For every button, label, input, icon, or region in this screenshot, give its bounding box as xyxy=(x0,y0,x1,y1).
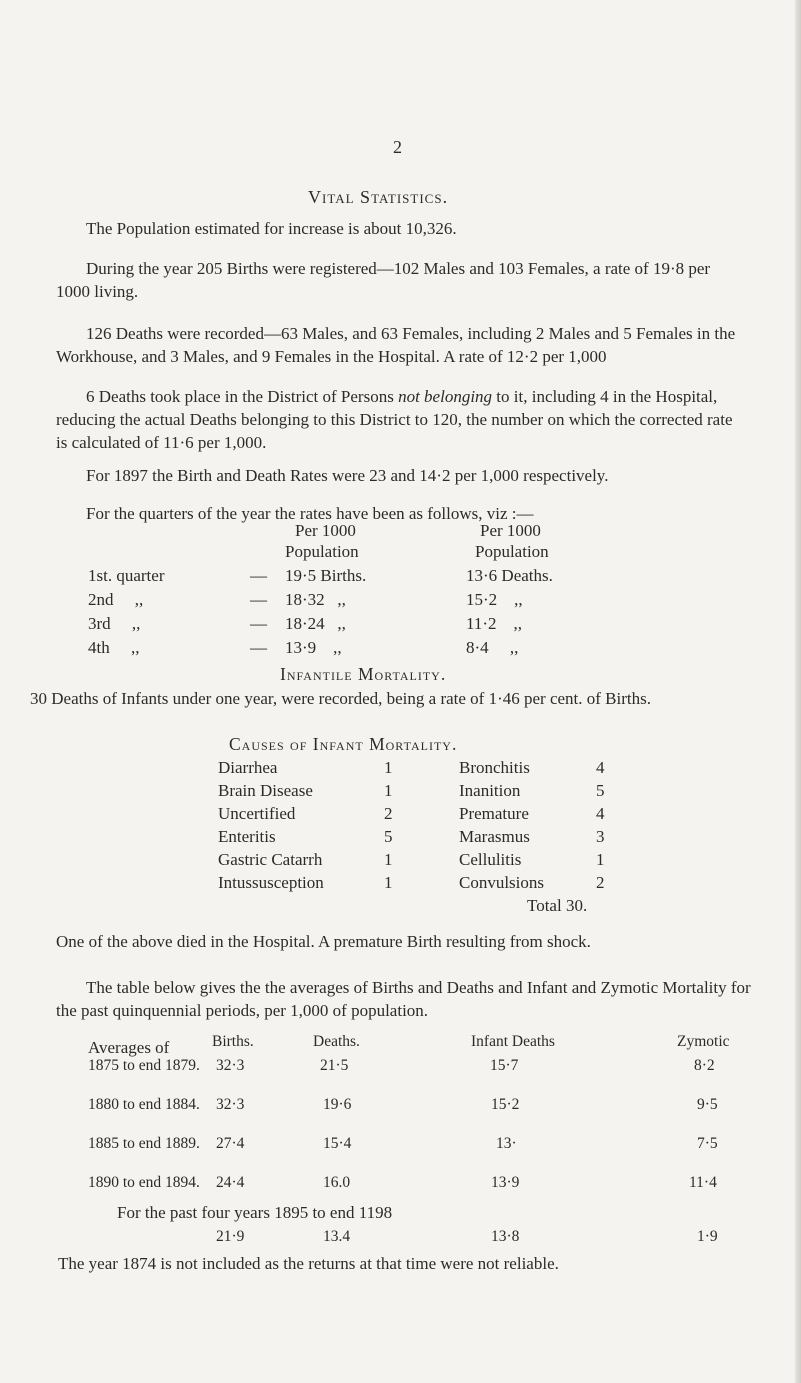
quarter-2-births: 18·32 ,, xyxy=(285,590,346,609)
quarter-1-births: 19·5 Births. xyxy=(285,566,367,585)
quarters-deaths-header-2: Population xyxy=(475,542,549,561)
averages-row-4-infant: 13·9 xyxy=(491,1174,520,1191)
cause-right-6-count: 2 xyxy=(596,873,605,892)
quarter-1-dash: — xyxy=(250,566,267,585)
cause-left-6-count: 1 xyxy=(384,873,393,892)
cause-right-1-count: 4 xyxy=(596,758,605,777)
table-intro: The table below gives the the averages of Births and Deaths and Infant and Zymotic Mortality for the past quinquennial periods, per 1,000 of population. xyxy=(56,978,751,1020)
averages-past-four-zymotic: 1·9 xyxy=(697,1228,718,1245)
quarter-4-label: 4th ,, xyxy=(88,638,140,657)
cause-left-4-count: 5 xyxy=(384,827,393,846)
averages-row-3-infant: 13· xyxy=(496,1135,517,1152)
causes-heading: Causes of Infant Mortality. xyxy=(229,734,458,754)
averages-row-2-period: 1880 to end 1884. xyxy=(88,1096,200,1113)
quarter-3-births: 18·24 ,, xyxy=(285,614,346,633)
averages-row-2-infant: 15·2 xyxy=(491,1096,520,1113)
quarter-3-dash: — xyxy=(250,614,267,633)
averages-row-3-zymotic: 7·5 xyxy=(697,1135,718,1152)
averages-row-1-zymotic: 8·2 xyxy=(694,1057,715,1074)
quarter-2-dash: — xyxy=(250,590,267,609)
cause-left-6: Intussusception xyxy=(218,873,324,892)
cause-left-3-count: 2 xyxy=(384,804,393,823)
cause-left-5-count: 1 xyxy=(384,850,393,869)
averages-past-four-deaths: 13.4 xyxy=(323,1228,351,1245)
not-belonging-post: to it, including 4 in the Hospital, reducing the actual Deaths belonging to this District to 120, the number on which the corrected rate is calculated of 11·6 per 1,000. xyxy=(56,387,733,452)
averages-row-2-deaths: 19·6 xyxy=(323,1096,352,1113)
quarter-4-deaths: 8·4 ,, xyxy=(466,638,519,657)
averages-col-zymotic: Zymotic xyxy=(677,1033,730,1050)
averages-col-deaths: Deaths. xyxy=(313,1033,360,1050)
cause-right-3-count: 4 xyxy=(596,804,605,823)
averages-row-4-period: 1890 to end 1894. xyxy=(88,1174,200,1191)
page-title: Vital Statistics. xyxy=(308,187,449,207)
paragraph-not-belonging xyxy=(56,385,746,454)
quarter-1-deaths: 13·6 Deaths. xyxy=(466,566,553,585)
averages-row-1-period: 1875 to end 1879. xyxy=(88,1057,200,1074)
averages-row-1-births: 32·3 xyxy=(216,1057,245,1074)
page-edge-shadow xyxy=(795,0,801,1383)
quarters-births-header-2: Population xyxy=(285,542,359,561)
hospital-note: One of the above died in the Hospital. A premature Birth resulting from shock. xyxy=(56,932,591,951)
cause-left-2: Brain Disease xyxy=(218,781,313,800)
quarter-4-dash: — xyxy=(250,638,267,657)
quarter-4-births: 13·9 ,, xyxy=(285,638,342,657)
averages-row-2-zymotic: 9·5 xyxy=(697,1096,718,1113)
averages-past-four-label: For the past four years 1895 to end 1198 xyxy=(117,1203,393,1222)
cause-right-4: Marasmus xyxy=(459,827,530,846)
averages-row-3-births: 27·4 xyxy=(216,1135,245,1152)
cause-right-2: Inanition xyxy=(459,781,521,800)
averages-col-births: Births. xyxy=(212,1033,254,1050)
averages-row-4-deaths: 16.0 xyxy=(323,1174,351,1191)
averages-row-1-infant: 15·7 xyxy=(490,1057,519,1074)
cause-left-4: Enteritis xyxy=(218,827,276,846)
paragraph-1897: For 1897 the Birth and Death Rates were 23 and 14·2 per 1,000 respectively. xyxy=(86,466,609,485)
quarter-1-label: 1st. quarter xyxy=(88,566,165,585)
quarter-2-label: 2nd ,, xyxy=(88,590,144,609)
cause-right-6: Convulsions xyxy=(459,873,545,892)
page-number: 2 xyxy=(393,137,402,157)
infantile-heading: Infantile Mortality. xyxy=(280,664,447,684)
not-belonging-pre: 6 Deaths took place in the District of Persons xyxy=(86,387,399,406)
averages-head-label: Averages of xyxy=(88,1038,170,1057)
quarter-3-deaths: 11·2 ,, xyxy=(466,614,523,633)
paragraph-quarters-intro: For the quarters of the year the rates have been as follows, viz :— xyxy=(86,504,534,523)
quarter-3-label: 3rd ,, xyxy=(88,614,141,633)
cause-left-1-count: 1 xyxy=(384,758,393,777)
paragraph-population: The Population estimated for increase is about 10,326. xyxy=(86,219,457,238)
averages-row-4-births: 24·4 xyxy=(216,1174,245,1191)
averages-past-four-infant: 13·8 xyxy=(491,1228,520,1245)
averages-col-infant: Infant Deaths xyxy=(471,1033,555,1050)
quarters-deaths-header-1: Per 1000 xyxy=(480,521,541,540)
cause-right-3: Premature xyxy=(459,804,529,823)
averages-row-4-zymotic: 11·4 xyxy=(689,1174,717,1191)
cause-left-2-count: 1 xyxy=(384,781,393,800)
averages-row-3-period: 1885 to end 1889. xyxy=(88,1135,200,1152)
paragraph-births: During the year 205 Births were registered—102 Males and 103 Females, a rate of 19·8 per 1000 living. xyxy=(56,259,711,301)
averages-row-3-deaths: 15·4 xyxy=(323,1135,352,1152)
averages-past-four-births: 21·9 xyxy=(216,1228,245,1245)
cause-left-1: Diarrhea xyxy=(218,758,278,777)
paragraph-deaths: 126 Deaths were recorded—63 Males, and 63 Females, including 2 Males and 5 Females in the Workhouse, and 3 Males, and 9 Females in the Hospital. A rate of 12·2 per 1,000 xyxy=(56,324,736,366)
cause-right-2-count: 5 xyxy=(596,781,605,800)
quarter-2-deaths: 15·2 ,, xyxy=(466,590,523,609)
not-belonging-em: not belonging xyxy=(398,387,493,406)
cause-right-1: Bronchitis xyxy=(459,758,530,777)
cause-left-3: Uncertified xyxy=(218,804,296,823)
averages-row-1-deaths: 21·5 xyxy=(320,1057,349,1074)
cause-left-5: Gastric Catarrh xyxy=(218,850,323,869)
footnote: The year 1874 is not included as the returns at that time were not reliable. xyxy=(58,1254,559,1273)
cause-right-4-count: 3 xyxy=(596,827,605,846)
quarters-births-header-1: Per 1000 xyxy=(295,521,356,540)
infantile-text: 30 Deaths of Infants under one year, were recorded, being a rate of 1·46 per cent. of Births. xyxy=(30,689,651,708)
averages-row-2-births: 32·3 xyxy=(216,1096,245,1113)
cause-right-5: Cellulitis xyxy=(459,850,522,869)
causes-total: Total 30. xyxy=(527,896,588,915)
cause-right-5-count: 1 xyxy=(596,850,605,869)
